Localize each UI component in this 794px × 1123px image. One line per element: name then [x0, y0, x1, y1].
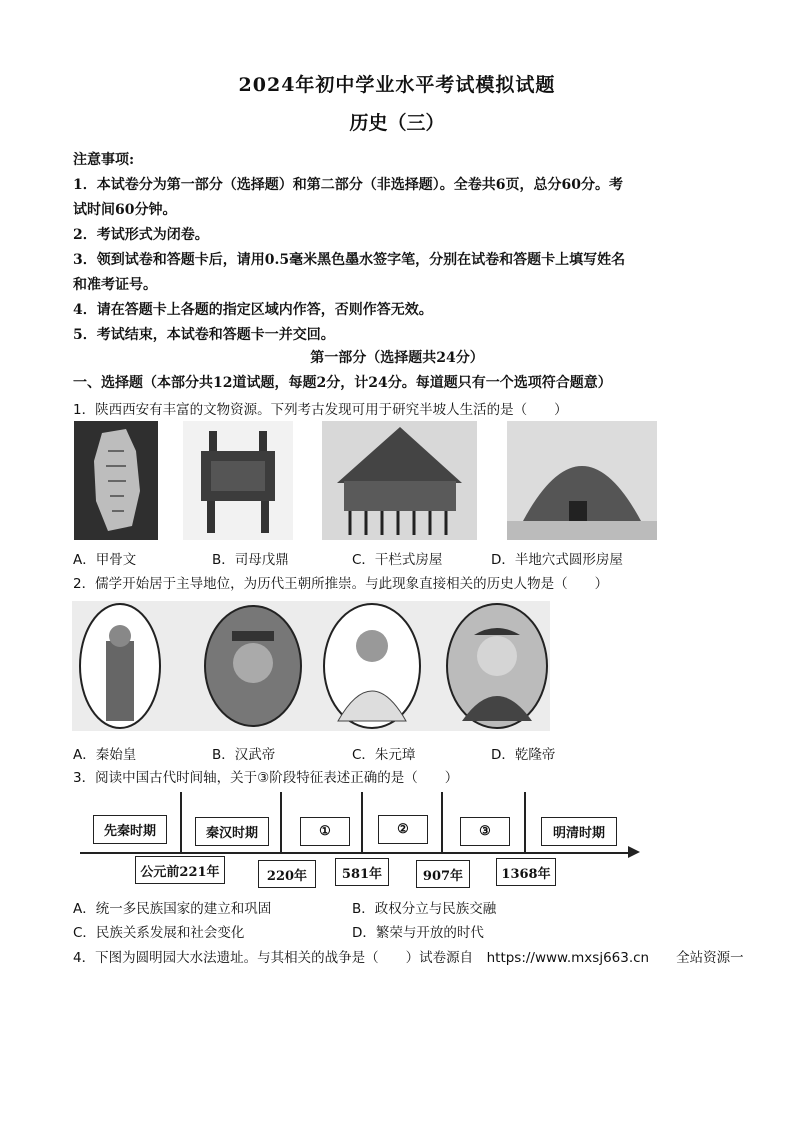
year-box: 907年	[416, 860, 470, 888]
section1-heading: 一、选择题（本部分共12道试题，每题2分，计24分。每道题只有一个选项符合题意）	[73, 375, 612, 391]
round-house-image	[507, 421, 657, 540]
note-line: 试时间60分钟。	[73, 202, 177, 218]
note-line: 3．领到试卷和答题卡后，请用0.5毫米黑色墨水签字笔，分别在试卷和答题卡上填写姓名	[73, 252, 626, 268]
note-line: 2．考试形式为闭卷。	[73, 227, 209, 243]
q3-option-b[interactable]: B．政权分立与民族交融	[352, 901, 497, 917]
q1-option-d[interactable]: D．半地穴式圆形房屋	[491, 552, 623, 568]
period-box: ②	[378, 815, 428, 844]
q1-stem: 1．陕西西安有丰富的文物资源。下列考古发现可用于研究半坡人生活的是（ ）	[73, 402, 568, 418]
period-box: ③	[460, 817, 510, 846]
q2-stem: 2．儒学开始居于主导地位，为历代王朝所推崇。与此现象直接相关的历史人物是（ ）	[73, 576, 609, 592]
period-box: 先秦时期	[93, 815, 167, 844]
q3-option-c[interactable]: C．民族关系发展和社会变化	[73, 925, 245, 941]
part1-heading: 第一部分（选择题共24分）	[310, 350, 484, 366]
oracle-bone-image	[74, 421, 158, 540]
q3-option-a[interactable]: A．统一多民族国家的建立和巩固	[73, 901, 272, 917]
q3-stem: 3．阅读中国古代时间轴，关于③阶段特征表述正确的是（ ）	[73, 770, 459, 786]
q2-option-b[interactable]: B．汉武帝	[212, 747, 276, 763]
year-box: 581年	[335, 858, 389, 886]
timeline-arrow-icon	[628, 846, 640, 858]
note-line: 4．请在答题卡上各题的指定区域内作答，否则作答无效。	[73, 302, 433, 318]
period-box: ①	[300, 817, 350, 846]
note-line: 5．考试结束，本试卷和答题卡一并交回。	[73, 327, 335, 343]
note-line: 和准考证号。	[73, 277, 157, 293]
q1-option-b[interactable]: B．司母戊鼎	[212, 552, 289, 568]
notes-section	[73, 148, 733, 348]
ding-vessel-image	[183, 421, 293, 540]
year-box: 公元前221年	[135, 856, 225, 884]
timeline-axis	[80, 852, 636, 854]
year-box: 220年	[258, 860, 316, 888]
q1-option-c[interactable]: C．干栏式房屋	[352, 552, 443, 568]
q4-stem: 4．下图为圆明园大水法遗址。与其相关的战争是（ ）试卷源自 https://www.mxsj663.cn 全站资源一	[73, 950, 744, 966]
year-box: 1368年	[496, 858, 556, 886]
portraits-strip	[72, 601, 550, 731]
period-box: 秦汉时期	[195, 817, 269, 846]
note-line: 1．本试卷分为第一部分（选择题）和第二部分（非选择题）。全卷共6页，总分60分。考	[73, 177, 623, 193]
q2-option-a[interactable]: A．秦始皇	[73, 747, 137, 763]
period-box: 明清时期	[541, 817, 617, 846]
notes-heading: 注意事项:	[73, 152, 135, 168]
q2-option-c[interactable]: C．朱元璋	[352, 747, 416, 763]
exam-subtitle: 历史（三）	[349, 112, 445, 134]
q2-option-d[interactable]: D．乾隆帝	[491, 747, 556, 763]
q1-option-a[interactable]: A．甲骨文	[73, 552, 137, 568]
q3-option-d[interactable]: D．繁荣与开放的时代	[352, 925, 484, 941]
exam-title: 2024年初中学业水平考试模拟试题	[238, 74, 556, 96]
stilt-house-image	[322, 421, 477, 540]
